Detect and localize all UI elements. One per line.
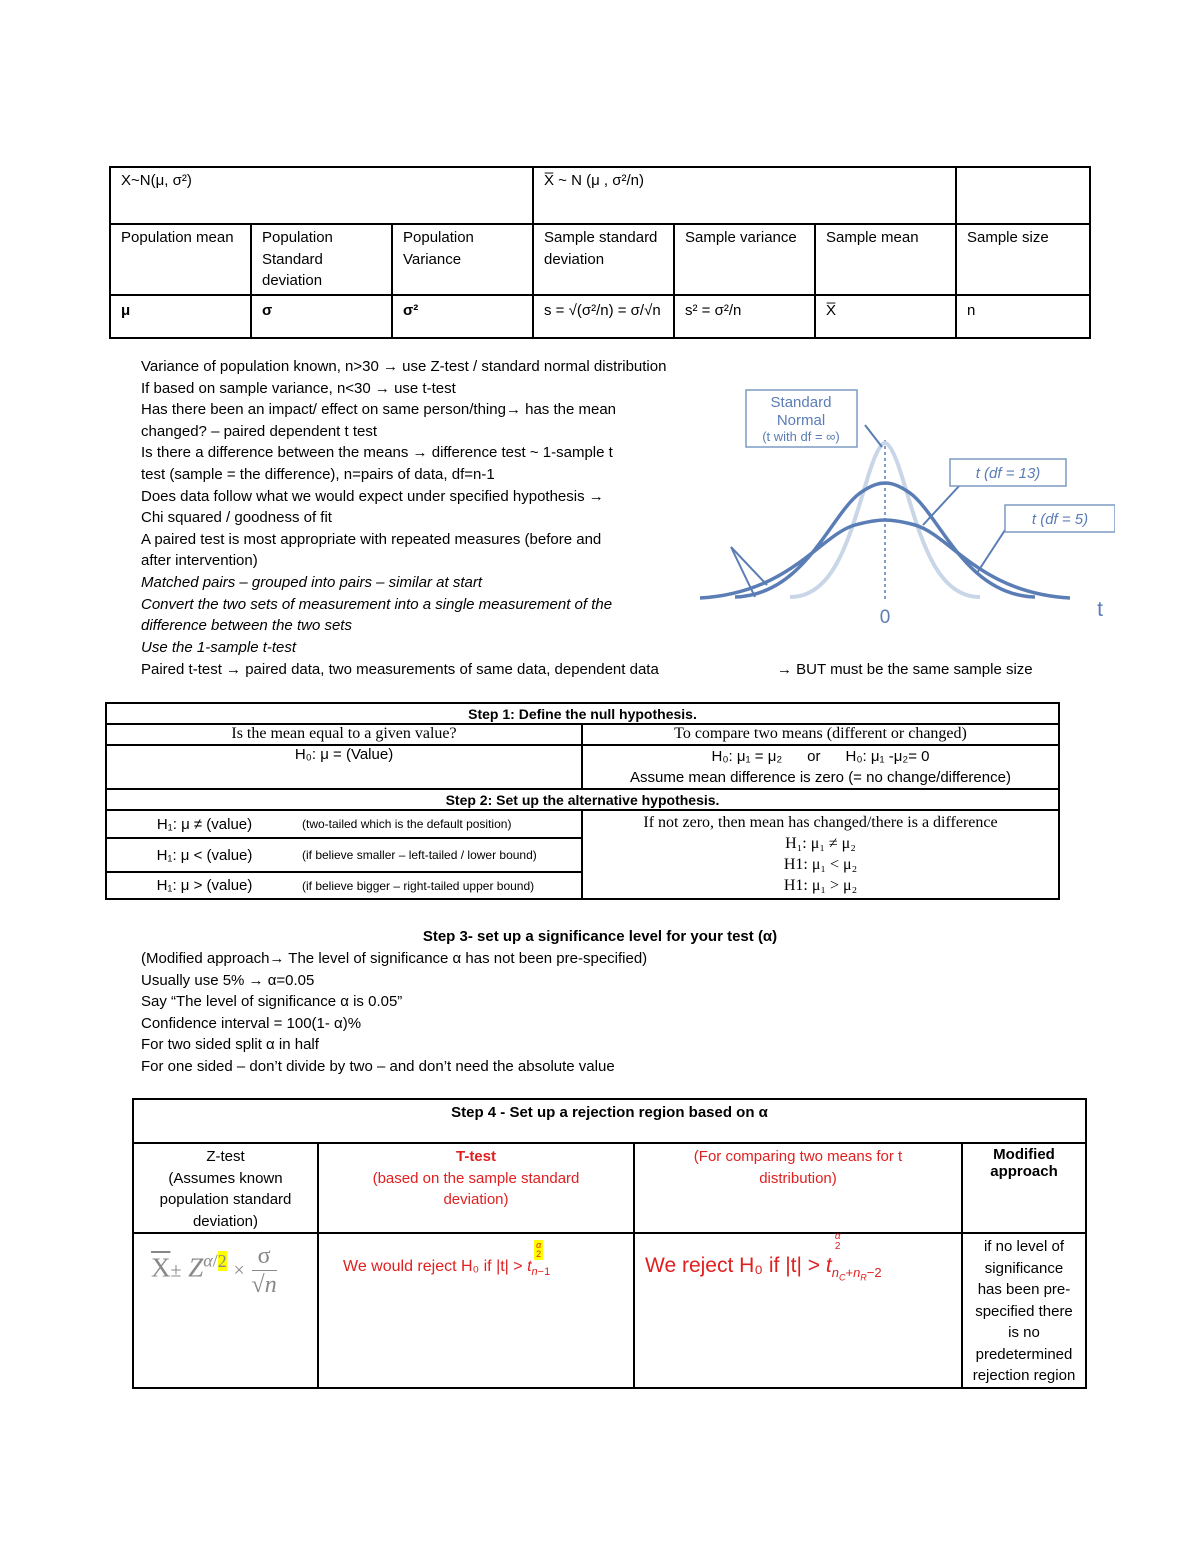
symbol: σ (262, 301, 273, 319)
column-label: Population Variance (403, 229, 474, 268)
h0-two: H₀: μ₁ = μ₂ or H₀: μ₁ -μ₂= 0 (711, 748, 930, 765)
symbol-cell (392, 295, 533, 338)
h1-row (107, 873, 581, 898)
step3-line: Say “The level of significance α is 0.05” (141, 993, 403, 1011)
empty-header-cell (956, 167, 1090, 224)
h0-note: Assume mean difference is zero (= no change/difference) (630, 769, 1011, 786)
h0-single: H₀: μ = (Value) (294, 746, 394, 763)
note-line: A paired test is most appropriate with repeated measures (before and (141, 530, 602, 548)
step3-line: Confidence interval = 100(1- α)% (141, 1014, 362, 1032)
t-critical-value: $t_{n-1}$ α 2 (527, 1240, 551, 1279)
t5-label: t (df = 5) (1031, 511, 1089, 528)
note-line: Use the 1-sample t-test (141, 638, 297, 656)
t-distribution-figure (695, 385, 1115, 630)
step3-title: Step 3- set up a significance level for your test (α) (422, 928, 778, 945)
ztest-line: deviation) (192, 1212, 259, 1230)
ztest-line: (Assumes known (168, 1169, 283, 1187)
sample-mean-distribution-cell (533, 167, 956, 224)
h1-formula: H₁: μ > (value) (156, 877, 253, 894)
notes-block (141, 356, 701, 658)
step2-title: Step 2: Set up the alternative hypothesis. (445, 792, 720, 808)
t-axis-label: t (1097, 598, 1103, 621)
paired-line-right: → BUT must be the same sample size (777, 661, 1033, 678)
column-label-cell (533, 224, 674, 295)
modified-title: Modified approach (990, 1146, 1058, 1180)
pointer-line (977, 527, 1007, 573)
symbol-cell (815, 295, 956, 338)
symbol-cell (956, 295, 1090, 338)
alpha-over-2: α 2 (536, 1240, 542, 1259)
sample-mean-distribution: X̅ ~ N (μ , σ²/n) (544, 172, 644, 189)
q1-cell (106, 724, 582, 745)
column-label: Sample size (967, 229, 1049, 246)
ztest-cell (133, 1143, 318, 1233)
pointer-line (731, 547, 767, 585)
column-label-cell (251, 224, 392, 295)
symbol-cell (251, 295, 392, 338)
symbol: X̅ (826, 301, 837, 319)
column-label-cell (674, 224, 815, 295)
h1-note: (two-tailed which is the default position) (302, 817, 512, 831)
ztest-title: Z-test (206, 1148, 245, 1165)
note-line: after intervention) (141, 552, 258, 570)
step3-line: For two sided split α in half (141, 1036, 319, 1054)
paired-line-left: Paired t-test → paired data, two measurements of same data, dependent data (141, 661, 659, 678)
note-line: If based on sample variance, n<30 → use t-test (141, 379, 456, 397)
t-reject-rule: We would reject H₀ if $|t| > t_{n-1}$ α 2 (343, 1240, 551, 1279)
note-line: test (sample = the difference), n=pairs of data, df=n-1 (141, 465, 495, 483)
modified-cell (962, 1143, 1086, 1233)
t-reject-cell (318, 1233, 634, 1388)
symbol: s² = σ²/n (685, 301, 742, 319)
sigma-over-root-n: $\frac{\sigma}{√n}$ (251, 1243, 277, 1298)
note-line: Does data follow what we would expect under specified hypothesis → (141, 487, 604, 505)
t-infinite-df-label: (t with df = ∞) (762, 429, 840, 444)
column-label-cell (815, 224, 956, 295)
h1-right-cell (582, 810, 1059, 899)
t13-label: t (df = 13) (975, 465, 1041, 482)
step1-title-cell (106, 703, 1059, 724)
column-label-cell (110, 224, 251, 295)
column-label: Sample mean (826, 229, 919, 246)
pointer-line (865, 425, 882, 447)
rejection-table (132, 1098, 1087, 1389)
two-means-title: (For comparing two means for t distribution) (693, 1148, 903, 1187)
normal-label: Normal (776, 412, 826, 429)
h1-row (107, 811, 581, 839)
h1-row (107, 839, 581, 873)
symbol-cell (110, 295, 251, 338)
z-interval-formula: $\overline{X}\pm Z^{\alpha/2}$ × $\frac{\sigma}{√n}$ (151, 1243, 277, 1298)
paired-line (141, 659, 1061, 680)
note-line: Chi squared / goodness of fit (141, 509, 332, 527)
step4-title: Step 4 - Set up a rejection region based on α (451, 1104, 768, 1121)
column-label: Sample standard deviation (544, 229, 658, 268)
pointer-line (923, 485, 960, 525)
t-two-means-reject-rule: We reject H₀ if $|t| > t_{n_C+n_R-2}$ α 2 (645, 1231, 882, 1283)
h1-formula: H₁: μ ≠ (value) (156, 815, 253, 833)
symbol: σ² (403, 301, 419, 319)
h1-greater: H1: μ₁ > μ₂ (783, 877, 858, 894)
note-line: Is there a difference between the means → difference test ~ 1-sample t (141, 444, 613, 462)
hypothesis-table (105, 702, 1060, 900)
column-label: Population mean (121, 229, 234, 246)
two-means-cell (634, 1143, 962, 1233)
population-distribution: X~N(μ, σ²) (121, 172, 192, 189)
symbol: n (967, 301, 976, 319)
population-distribution-cell (110, 167, 533, 224)
ttest-cell (318, 1143, 634, 1233)
column-label-cell (956, 224, 1090, 295)
note-line: Variance of population known, n>30 → use Z-test / standard normal distribution (141, 358, 667, 375)
h0-two-cell (582, 745, 1059, 789)
note-line: Has there been an impact/ effect on same person/thing→ has the mean (141, 401, 617, 419)
step4-title-cell (133, 1099, 1086, 1143)
note-line: Matched pairs – grouped into pairs – similar at start (141, 573, 482, 591)
symbol: s = √(σ²/n) = σ/√n (544, 301, 661, 319)
h1-right-title: If not zero, then mean has changed/there is a difference (643, 814, 998, 831)
q2-cell (582, 724, 1059, 745)
q2: To compare two means (different or changed) (674, 725, 967, 742)
h1-two-sided: H₁: μ₁ ≠ μ₂ (785, 835, 856, 852)
ztest-line: population standard (159, 1191, 292, 1208)
h0-single-cell (106, 745, 582, 789)
ttest-title: T-test (455, 1148, 496, 1165)
zero-tick-label: 0 (879, 607, 891, 628)
note-line: changed? – paired dependent t test (141, 422, 378, 440)
z-interval-cell (133, 1233, 318, 1388)
symbol-cell (533, 295, 674, 338)
h1-left-cell (106, 810, 582, 899)
x-bar: $\overline{X}$ (151, 1252, 171, 1283)
standard-normal-label: Standard (770, 394, 832, 411)
symbol: μ (121, 301, 131, 319)
h1-formula: H₁: μ < (value) (156, 846, 253, 864)
step2-title-cell (106, 789, 1059, 810)
modified-text-cell (962, 1233, 1086, 1388)
h1-note: (if believe smaller – left-tailed / lower bound) (302, 848, 537, 862)
h1-less: H1: μ₁ < μ₂ (783, 856, 858, 873)
step3-line: Usually use 5% → α=0.05 (141, 971, 315, 989)
step1-title: Step 1: Define the null hypothesis. (468, 706, 697, 722)
note-line: Convert the two sets of measurement into a single measurement of the (141, 595, 613, 613)
step3-line: (Modified approach→ The level of significance α has not been pre-specified) (141, 950, 648, 967)
column-label: Sample variance (685, 229, 797, 246)
step3-block (141, 948, 647, 1078)
column-label: Population Standard deviation (262, 229, 333, 289)
q1: Is the mean equal to a given value? (231, 725, 457, 742)
column-label-cell (392, 224, 533, 295)
summary-table (109, 166, 1091, 339)
step3-line: For one sided – don’t divide by two – and don’t need the absolute value (141, 1057, 615, 1075)
t-two-means-reject-cell (634, 1233, 962, 1388)
h1-note: (if believe bigger – right-tailed upper bound) (302, 878, 535, 893)
ttest-subtitle: (based on the sample standard deviation) (372, 1169, 580, 1208)
symbol-cell (674, 295, 815, 338)
note-line: difference between the two sets (141, 617, 352, 635)
modified-text: if no level of significance has been pre-specified there is no predetermined rejection region (972, 1238, 1076, 1384)
